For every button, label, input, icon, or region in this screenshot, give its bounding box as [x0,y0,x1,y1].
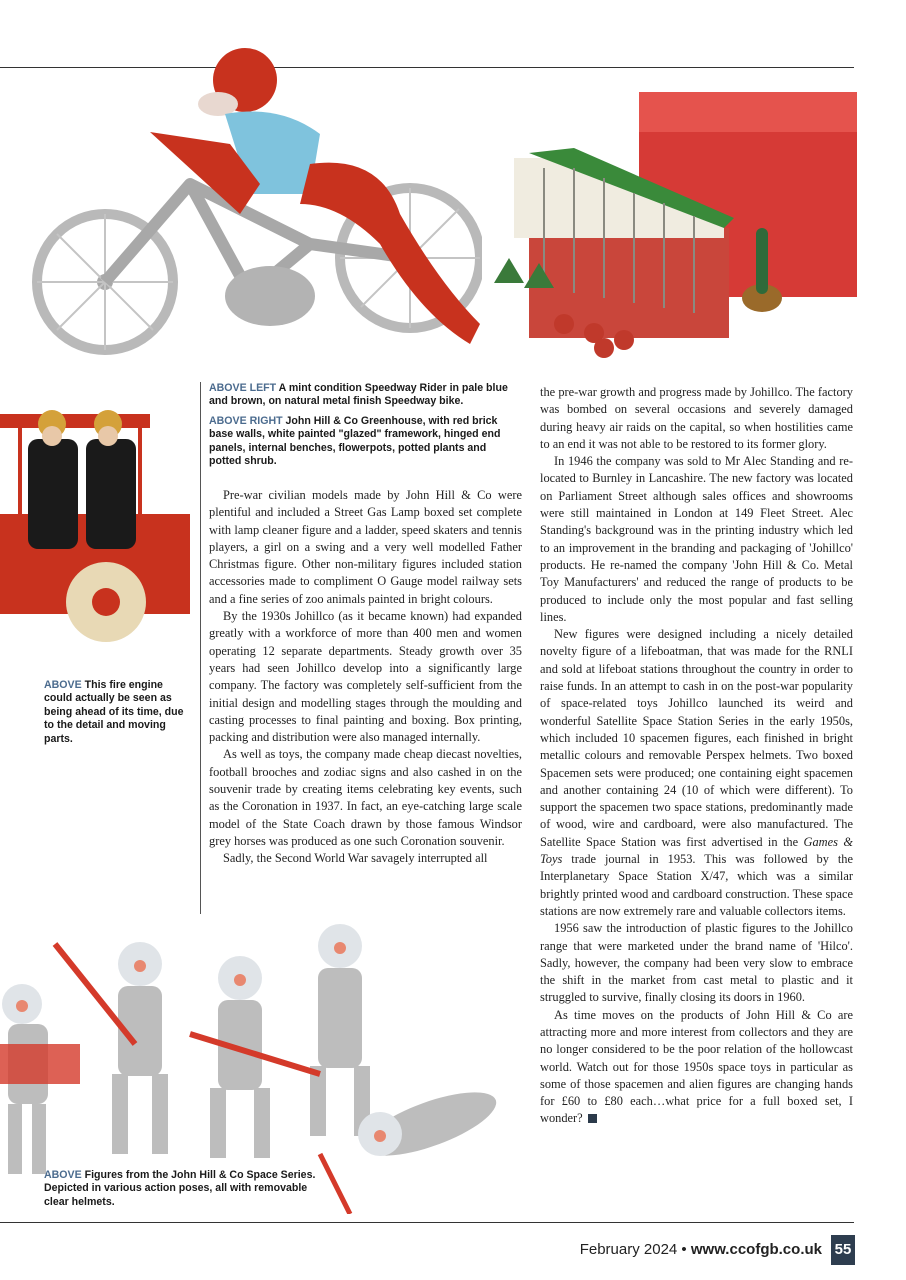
article-column-2 [540,384,853,1128]
greenhouse-photo [484,88,858,370]
caption-text: This fire engine could actually be seen as being ahead of its time, due to the detail and moving parts. [44,679,184,745]
paragraph: By the 1930s Johillco (as it became known) had expanded greatly with a workforce of more than 400 men and women operating 12 separate departments. Steady growth over 35 years had seen Johillco develop into a significantly large company. The factory was completely self-sufficient from the initial design and modelling stages through the moulding and casting processes to final painting and boxing. Box printing, packing and distribution were also managed internally. [209,609,522,745]
caption-above-left [209,382,521,409]
caption-fire-engine [44,679,190,746]
speedway-rider-photo [20,44,482,370]
fire-engine-photo [0,384,190,646]
caption-space-figures [44,1169,324,1209]
paragraph-text: trade journal in 1953. This was followed by the Interplanetary Space Station X/47, which was a similar brightly printed wood and cardboard construction. These space stations are now extremely rare and valuable collectors items. [540,852,853,918]
caption-text: John Hill & Co Greenhouse, with red brick base walls, white painted "glazed" framework, hinged end panels, internal benches, flowerpots, potted plants and potted shrub. [209,414,501,468]
caption-above-right [209,415,521,469]
caption-tag: ABOVE RIGHT [209,414,283,427]
column-rule [200,382,201,914]
caption-top [209,382,521,474]
caption-text: Figures from the John Hill & Co Space Series. Depicted in various action poses, all with removable clear helmets. [44,1169,316,1208]
paragraph [540,626,853,920]
paragraph: 1956 saw the introduction of plastic figures to the Johillco range that were marketed under the brand name of 'Hilco'. Sadly, however, the company had been very slow to embrace the shift in the market from cast metal to plastic and it struggled to survive, finally closing its doors in 1960. [540,921,853,1005]
paragraph: Sadly, the Second World War savagely interrupted all [223,851,488,866]
article-column-1 [209,487,522,868]
caption-tag: ABOVE [44,679,82,691]
paragraph [540,1007,853,1128]
end-mark-icon [588,1114,597,1123]
caption-text: A mint condition Speedway Rider in pale blue and brown, on natural metal finish Speedway bike. [209,382,508,408]
caption-tag: ABOVE [44,1169,82,1181]
footer-date: February 2024 • [579,1241,687,1258]
footer-text [580,1241,822,1258]
footer-site[interactable]: www.ccofgb.co.uk [690,1241,822,1258]
paragraph: Pre-war civilian models made by John Hill & Co were plentiful and included a Street Gas Lamp boxed set complete with lamp cleaner figure and a ladder, speed skaters and tennis players, a girl on a swing and a very well modelled Father Christmas figure. Other non-military figures included station accessories made to compliment O Gauge model railway sets and a fine series of zoo animals painted in bright colours. [209,488,522,606]
publication-title: Games & Toys [540,834,853,867]
paragraph: As well as toys, the company made cheap diecast novelties, football brooches and zodiac signs and also cashed in on the souvenir trade by creating items celebrating key events, such as the Coronation in 1937. In fact, an eye-catching large scale model of the State Coach drawn by those famous Windsor grey horses was produced as one such Coronation souvenir. [209,747,522,848]
bottom-rule [0,1222,854,1223]
page-number: 55 [831,1235,855,1265]
paragraph-text: New figures were designed including a nicely detailed novelty figure of a lifeboatman, that was made for the RNLI and sold at lifeboat stations throughout the country in order to raise funds. In an attempt to cash in on the post-war popularity of space-related toys Johillco launched its weird and wonderful Satellite Space Station Series in the early 1950s, which included 10 spacemen figures, each finished in bright metallic colours and removable Perspex helmets. Two boxed Spacemen sets were produced; one containing eight spacemen and another containing 24 (10 of which were different). To support the spacemen two space stations, predominantly made of wood, wire and cardboard, were also manufactured. The Satellite Space Station was first advertised in the [540,627,853,849]
caption-tag: ABOVE LEFT [209,382,277,394]
paragraph-text: As time moves on the products of John Hill & Co are attracting more and more interest from collectors and they are no longer considered to be the poor relation of the hollowcast world. Watch out for those 1950s space toys in particular as some of those spacemen and alien figures are changing hands for £60 to £80 each…what price for a full boxed set, I wonder? [540,1007,853,1126]
paragraph: the pre-war growth and progress made by Johillco. The factory was bombed on several occasions and severely damaged during heavy air raids on the capital, so when hostilities came to an end it was not able to be restored to its former glory. [540,385,853,451]
paragraph: In 1946 the company was sold to Mr Alec Standing and re-located to Burnley in Lancashire. The new factory was located on Parliament Street although sales offices and showrooms were still maintained in London at 149 Fleet Street. Alec Standing's background was in the printing industry which led to an improvement in the branding and packaging of 'Johillco' products. He re-named the company 'John Hill & Co. Metal Toy Manufacturers' and reduced the range of products to be produced to include only the most popular and fast selling lines. [540,454,853,624]
